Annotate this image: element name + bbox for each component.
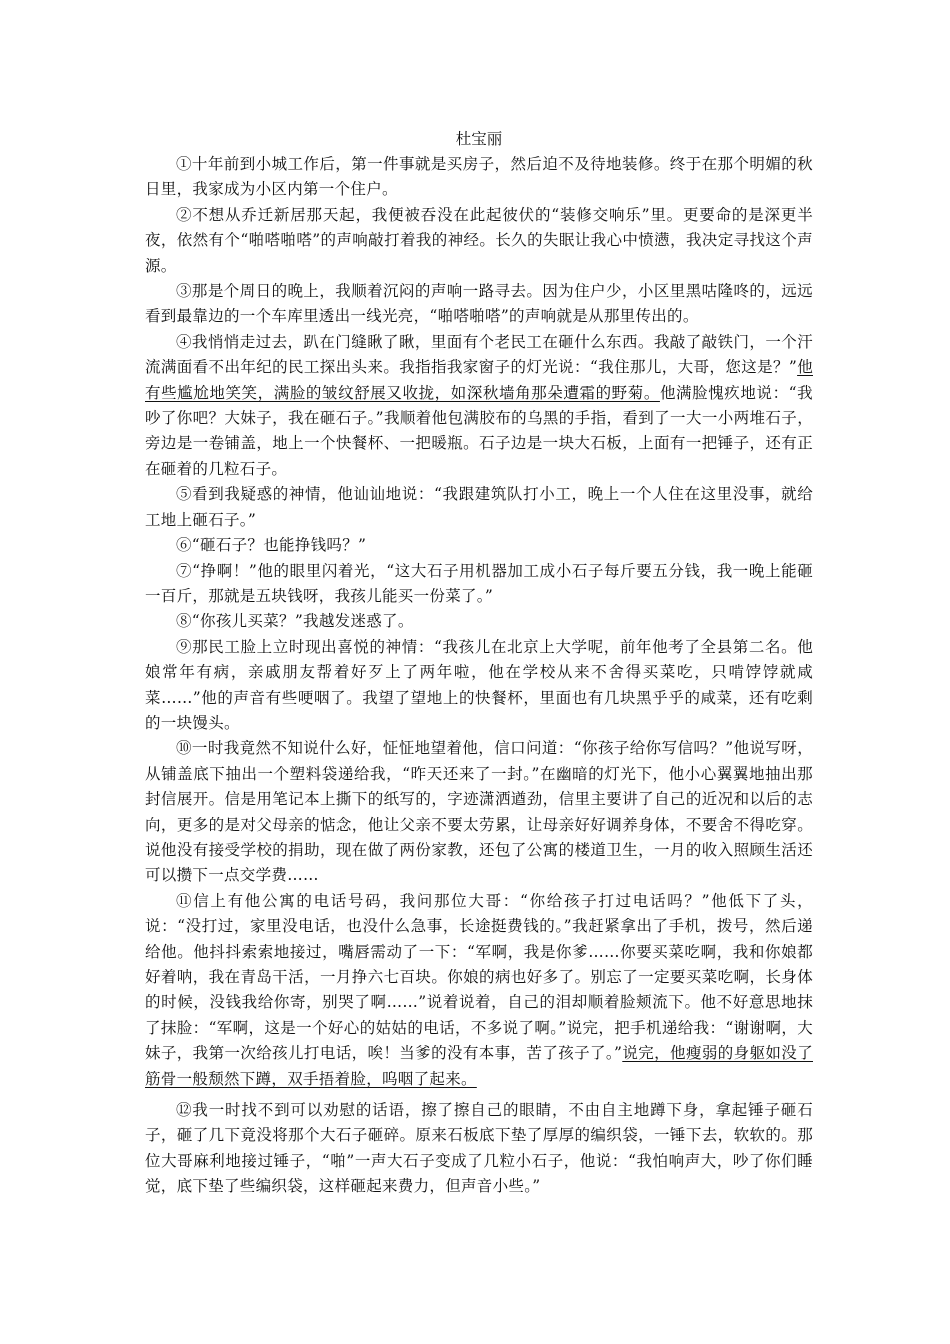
paragraph-1: ①十年前到小城工作后，第一件事就是买房子，然后迫不及待地装修。终于在那个明媚的秋日里，我家成为小区内第一个住户。: [145, 155, 813, 199]
paragraph-11: ⑪信上有他公寓的电话号码，我问那位大哥：“你给孩子打过电话吗？”他低下了头，说：“没打过，家里没电话，也没什么急事，长途挺费钱的。”我赶紧拿出了手机，拨号，然后递给他。他抖抖索索地接过，嘴唇需动了一下：“军啊，我是你爹……你要买菜吃啊，我和你娘都好着呐，我在青岛干活，一月挣六七百块。你娘的病也好多了。别忘了一定要买菜吃啊，长身体的时候，没钱我给你寄，别哭了啊……”说着说着，自己的泪却顺着脸颊流下。他不好意思地抹了抹脸：“军啊，这是一个好心的姑姑的电话，不多说了啊。”说完，把手机递给我：“谢谢啊，大妹子，我第一次给孩儿打电话，唉！当爹的没有本事，苦了孩子了。”说完，他瘦弱的身躯如没了筋骨一般颓然下蹲，双手捂着脸，呜咽了起来。: [145, 891, 813, 1088]
paragraph-8: ⑧“你孩儿买菜？”我越发迷惑了。: [176, 612, 414, 631]
article: [145, 126, 813, 1200]
paragraph-4: ④我悄悄走过去，趴在门缝瞅了瞅，里面有个老民工在砸什么东西。我敲了敲铁门，一个汗流满面看不出年纪的民工探出头来。我指指我家窗子的灯光说：“我住那儿，大哥，您这是？”他有些尴尬地笑笑，满脸的皱纹舒展又收拢，如深秋墙角那朵遭霜的野菊。他满脸愧疚地说：“我吵了你吧？大妹子，我在砸石子。”我顺着他包满胶布的乌黑的手指，看到了一大一小两堆石子，旁边是一卷铺盖，地上一个快餐杯、一把暖瓶。石子边是一块大石板，上面有一把锤子，还有正在砸着的几粒石子。: [145, 332, 813, 478]
paragraph-3: ③那是个周日的晚上，我顺着沉闷的声响一路寻去。因为住户少，小区里黑咕隆咚的，远远看到最靠边的一个车库里透出一线光亮，“啪嗒啪嗒”的声响就是从那里传出的。: [145, 282, 813, 326]
underlined-sentence: 说完，他瘦弱的身躯如没了筋骨一般颓然下蹲，双手捂着脸，呜咽了起来。: [145, 1044, 813, 1088]
paragraph-2: ②不想从乔迁新居那天起，我便被吞没在此起彼伏的“装修交响乐”里。更要命的是深更半夜，依然有个“啪嗒啪嗒”的声响敲打着我的神经。长久的失眠让我心中愤懑，我决定寻找这个声源。: [145, 205, 813, 275]
paragraph-10: ⑩一时我竟然不知说什么好，怔怔地望着他，信口问道：“你孩子给你写信吗？”他说写呀，从铺盖底下抽出一个塑料袋递给我，“昨天还来了一封。”在幽暗的灯光下，他小心翼翼地抽出那封信展开。信是用笔记本上撕下的纸写的，字迹潇洒遒劲，信里主要讲了自己的近况和以后的志向，更多的是对父母亲的惦念，他让父亲不要太劳累，让母亲好好调养身体，不要舍不得吃穿。说他没有接受学校的捐助，现在做了两份家教，还包了公寓的楼道卫生，一月的收入照顾生活还可以攒下一点交学费……: [145, 739, 813, 885]
author-name: 杜宝丽: [455, 130, 503, 148]
paragraph-7: ⑦“挣啊！”他的眼里闪着光，“这大石子用机器加工成小石子每斤要五分钱，我一晚上能砸一百斤，那就是五块钱呀，我孩儿能买一份菜了。”: [145, 561, 813, 605]
paragraph-9: ⑨那民工脸上立时现出喜悦的神情：“我孩儿在北京上大学呢，前年他考了全县第二名。他娘常年有病，亲戚朋友帮着好歹上了两年啦，他在学校从来不舍得买菜吃，只啃饽饽就咸菜……”他的声音有些哽咽了。我望了望地上的快餐杯，里面也有几块黑乎乎的咸菜，还有吃剩的一块馒头。: [145, 637, 813, 732]
underlined-sentence: 他有些尴尬地笑笑，满脸的皱纹舒展又收拢，如深秋墙角那朵遭霜的野菊。: [145, 358, 813, 402]
paragraph-6: ⑥“砸石子？也能挣钱吗？”: [176, 536, 367, 555]
paragraph-5: ⑤看到我疑惑的神情，他讪讪地说：“我跟建筑队打小工，晚上一个人住在这里没事，就给工地上砸石子。”: [145, 485, 813, 529]
paragraph-12: ⑫我一时找不到可以劝慰的话语，擦了擦自己的眼睛，不由自主地蹲下身，拿起锤子砸石子，砸了几下竟没将那个大石子砸碎。原来石板底下垫了厚厚的编织袋，一锤下去，软软的。那位大哥麻利地接过锤子，“啪”一声大石子变成了几粒小石子，他说：“我怕响声大，吵了你们睡觉，底下垫了些编织袋，这样砸起来费力，但声音小些。”: [145, 1101, 813, 1196]
